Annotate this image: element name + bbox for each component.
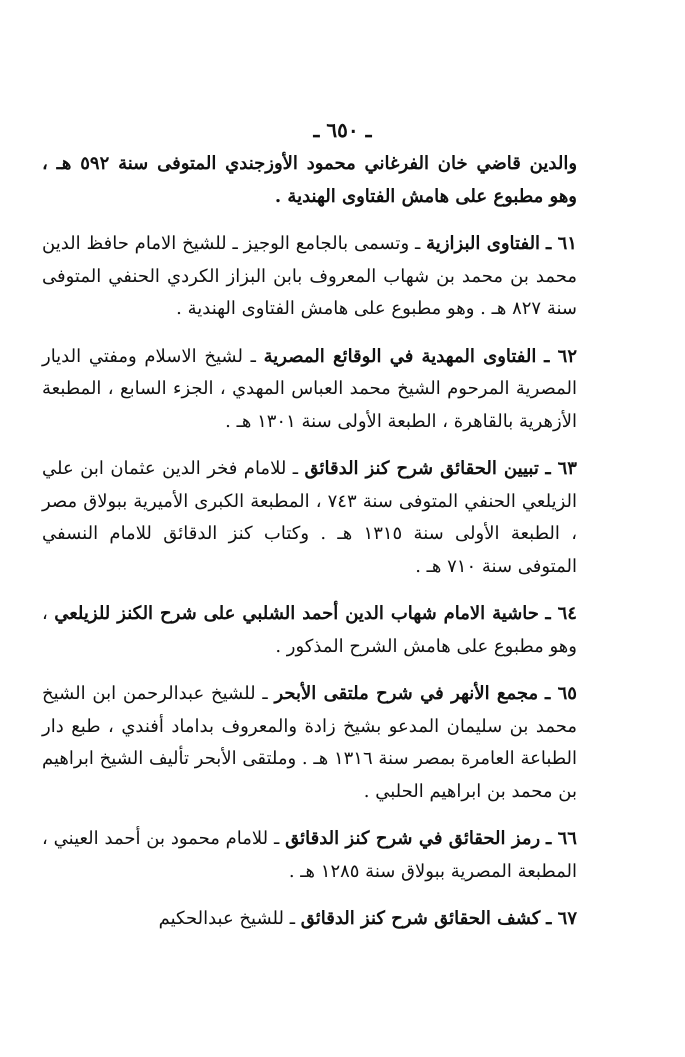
entry-body: ـ لشيخ الاسلام ومفتي الديار المصرية المرحوم الشيخ محمد العباس المهدي ، الجزء السابع ، المطبعة الأزهرية بالقاهرة ، الطبعة الأولى سنة ١٣٠١ هـ . bbox=[42, 345, 577, 432]
entry-number: ٦١ ـ bbox=[545, 233, 577, 254]
entry-67 bbox=[42, 903, 577, 936]
entry-body: ـ للشيخ عبدالحكيم bbox=[158, 908, 295, 929]
bibliography-list bbox=[42, 148, 577, 936]
entry-body: ـ للامام فخر الدين عثمان ابن علي الزيلعي الحنفي المتوفى سنة ٧٤٣ ، المطبعة الكبرى الأميرية ببولاق مصر ، الطبعة الأولى سنة ١٣١٥ هـ . وكتاب كنز الدقائق للامام النسفي المتوفى سنة ٧١٠ هـ . bbox=[42, 458, 578, 577]
entry-body: ـ للشيخ عبدالرحمن ابن الشيخ محمد بن سليمان المدعو بشيخ زادة والمعروف بداماد أفندي ، طبع دار الطباعة العامرة بمصر سنة ١٣١٦ هـ . وملتقى الأبحر تأليف الشيخ ابراهيم بن محمد بن ابراهيم الحلبي . bbox=[42, 683, 577, 802]
entry-body: والدين قاضي خان الفرغاني محمود الأوزجندي المتوفى سنة ٥٩٢ هـ ، وهو مطبوع على هامش الفتاوى الهندية . bbox=[42, 153, 578, 207]
entry-65 bbox=[42, 678, 577, 808]
entry-number: ٦٦ ـ bbox=[545, 828, 577, 849]
entry-66 bbox=[42, 823, 577, 888]
entry-body: ـ وتسمى بالجامع الوجيز ـ للشيخ الامام حافظ الدين محمد بن محمد بن شهاب المعروف بابن البزاز الكردي الحنفي المتوفى سنة ٨٢٧ هـ . وهو مطبوع على هامش الفتاوى الهندية . bbox=[42, 233, 577, 319]
entry-body: ، وهو مطبوع على هامش الشرح المذكور . bbox=[42, 603, 577, 657]
entry-title: الفتاوى البزازية bbox=[426, 233, 541, 254]
entry-title: كشف الحقائق شرح كنز الدقائق bbox=[300, 908, 541, 929]
entry-continuation bbox=[42, 148, 577, 213]
entry-number: ٦٥ ـ bbox=[545, 683, 577, 704]
entry-64 bbox=[42, 598, 577, 663]
entry-61 bbox=[42, 228, 577, 326]
entry-63 bbox=[42, 453, 577, 583]
entry-number: ٦٢ ـ bbox=[544, 345, 577, 367]
entry-title: حاشية الامام شهاب الدين أحمد الشلبي على شرح الكنز للزيلعي bbox=[54, 603, 539, 624]
entry-number: ٦٧ ـ bbox=[546, 908, 577, 929]
entry-number: ٦٤ ـ bbox=[545, 603, 577, 624]
entry-body: ـ للامام محمود بن أحمد العيني ، المطبعة المصرية ببولاق سنة ١٢٨٥ هـ . bbox=[42, 828, 577, 882]
entry-title: الفتاوى المهدية في الوقائع المصرية bbox=[263, 345, 537, 367]
entry-number: ٦٣ ـ bbox=[545, 458, 577, 479]
entry-title: رمز الحقائق في شرح كنز الدقائق bbox=[285, 828, 541, 849]
page-number: ـ ٦٥٠ ـ bbox=[313, 118, 372, 142]
entry-title: مجمع الأنهر في شرح ملتقى الأبحر bbox=[274, 683, 539, 704]
entry-62 bbox=[42, 341, 577, 439]
entry-title: تبيين الحقائق شرح كنز الدقائق bbox=[304, 458, 539, 479]
